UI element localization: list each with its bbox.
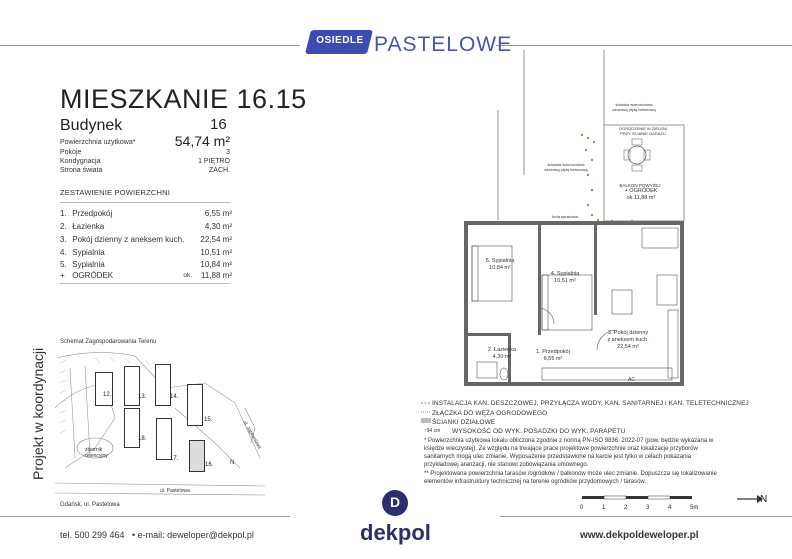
plan-fence-line1: OGRODZENIE W ZIELENI [618,126,667,131]
legend-item-installations: INSTALACJA KAN. DESZCZOWEJ, PRZYŁĄCZA WODY, KAN. SANITARNEJ i KAN. TELETECHNICZNEJ [432,400,749,407]
plan-slab-note-1 [604,102,664,112]
room-area: 10,84 m² [200,260,232,269]
building-value: 16 [210,116,227,133]
footer-rule-right [500,516,792,517]
scale-1: 1 [602,505,606,511]
room-area: 11,88 m² [201,271,232,280]
detail-row-rooms [60,149,230,156]
building-18-label: 18. [138,436,147,442]
site-compass: N [230,460,235,466]
detail-row-orientation [60,167,230,174]
scale-5: 5m [690,505,699,511]
plan-room-2-name: 2. Łazienka [487,347,517,353]
building-17 [156,418,172,460]
plan-balcony: BALKON POWYŻEJ [619,183,661,188]
room-name: Pokój dzienny z aneksem kuch. [72,235,185,244]
building-16-label: 16. [205,462,214,468]
plan-garden [613,188,669,202]
room-name: Przedpokój [72,209,113,218]
logo-brand: PASTELOWE [374,33,513,56]
building-15-label: 15. [204,417,213,423]
building-12 [95,372,113,406]
summary-rule [60,202,230,203]
plan-slab1-line2: ażurową płytą betonową [612,107,656,112]
plan-fence [612,126,674,136]
legend-height-icon: ↑94 cm [424,428,441,434]
compass-label: N [760,494,768,505]
plan-room-1-area: 6,55 m² [543,356,563,362]
legend-item-hose: ZŁĄCZKA DO WĘŻA OGRODOWEGO [432,410,548,417]
plan-room-3-name2: z aneksem kuch. [607,337,649,343]
detail-value: ZACH. [209,167,230,174]
room-row-5 [60,260,232,269]
footnote-area: * Powierzchnia użytkowa lokalu obliczona zgodnie z normą PN-ISO 9836: 2022-07 (pow. będzie wykazana w księdze wieczystej). Ze względu na trwające prace projektowe powierzchnie oraz lokalizacje przyborów sanitarnych mogą ulec zmianie. Wyposażenie przedstawione na karcie jest tylko w celach pokazania przykładowej aranżacji, nie stanowi zobowiązania umownego. [424,438,714,468]
plan-room-3-name: 3. Pokój dzienny [607,330,649,336]
room-name: Łazienka [72,222,105,231]
footnote-garden: ** Projektowana powierzchnia tarasów /ogródków / balkonów może ulec zmianie. Dopuszcza się lokalizowanie elementów infrastruktury technicznej na terenie ogródków przydomowych / tarasów. [424,471,717,485]
building-15 [187,384,203,426]
detail-value: 54,74 m² [174,133,230,149]
floor-plan [462,50,692,390]
room-name: Sypialnia [72,260,105,269]
plan-room-3 [600,330,656,351]
room-num: 5. [60,260,67,269]
plan-garden-name: + OGRÓDEK [624,188,658,194]
detail-value: 1 PIĘTRO [198,158,230,165]
room-name: Sypialnia [72,248,105,257]
plan-room-4 [540,271,590,285]
building-14-label: 14. [170,394,179,400]
room-name: OGRÓDEK [72,271,114,280]
footer-email[interactable]: • e-mail: deweloper@dekpol.pl [132,530,254,540]
room-num: + [60,271,65,280]
plan-room-5-name: 5. Sypialnia [485,258,515,264]
room-area: 6,55 m² [204,209,232,218]
scale-3: 3 [646,505,650,511]
plan-room-4-name: 4. Sypialnia [550,271,580,277]
plan-room-4-area: 10,51 m² [554,278,576,284]
plan-slab2-line1: ścianka wzmocniona [547,162,585,167]
detail-row-area [60,133,230,149]
building-13-label: 13. [138,394,147,400]
room-row-2 [60,222,232,231]
room-num: 3. [60,235,67,244]
plan-garden-area: ok.11,88 m² [626,195,656,201]
room-row-1 [60,209,232,218]
plan-room-1 [530,349,576,363]
room-row-3 [60,235,232,244]
apartment-title: MIESZKANIE 16.15 [60,84,307,114]
building-18 [124,408,140,448]
room-num: 1. [60,209,67,218]
plan-room-1-name: 1. Przedpokój [536,349,570,355]
street-label: ul. Pastelowa [160,488,190,494]
room-row-4 [60,248,232,257]
plan-room-5 [478,258,522,272]
header-rule-left [0,45,300,46]
header-rule-right [496,45,792,46]
dekpol-logo-icon: D [382,490,408,516]
building-12-label: 12. [103,392,112,398]
footer-phone: tel. 500 299 464 [60,530,125,540]
garden-table-icon [628,146,646,164]
footer-website[interactable]: www.dekpoldeweloper.pl [580,530,699,541]
room-area: 10,51 m² [200,248,232,257]
plan-room-2 [482,347,522,361]
detail-row-floor [60,158,230,165]
plan-slab2-line2: ażurową płytą betonową [544,167,588,172]
scale-0: 0 [580,505,584,511]
vertical-caption: Projekt w koordynacji [30,347,46,480]
dekpol-logo: dekpol [360,520,431,545]
plan-hatch: furta spustowa [551,214,578,219]
reservoir-label: zbiornik retencyjny [85,447,108,459]
svg-text:AC: AC [628,377,635,383]
plan-room-2-area: 4,30 m² [492,354,512,360]
room-area: 22,54 m² [200,235,232,244]
scale-2: 2 [624,505,628,511]
plan-fence-line2: PRZY ŚCIANIE GARAŻU [620,131,666,136]
detail-label: Kondygnacja [60,158,101,165]
street2-label: ul. Jabłoniowa [241,419,263,451]
footer-rule-left [0,516,290,517]
room-num: 4. [60,248,67,257]
summary-title: ZESTAWIENIE POWIERZCHNI [60,188,171,197]
building-14 [155,364,171,406]
scale-4: 4 [668,505,672,511]
plan-slab1-line1: ścianka wzmocniona [615,102,653,107]
logo-badge-text: OSIEDLE [316,35,364,46]
building-label: Budynek [60,117,123,134]
legend-item-walls: ŚCIANKI DZIAŁOWE [432,419,496,426]
detail-label: Powierzchnia użytkowa* [60,139,136,146]
room-prefix: ok. [183,272,192,279]
building-17-label: 17. [170,456,179,462]
site-plan-title: Schemat Zagospodarowania Terenu [60,339,157,345]
room-num: 2. [60,222,67,231]
detail-label: Pokoje [60,149,82,156]
summary-rule-bottom [60,283,230,284]
building-16 [189,440,205,472]
plan-room-3-area: 22,54 m² [617,344,639,350]
plan-room-5-area: 10,84 m² [489,265,511,271]
room-row-garden [60,271,232,280]
room-area: 4,30 m² [204,222,232,231]
building-13 [124,366,140,406]
plan-slab-note-2 [536,162,596,172]
city-label: Gdańsk, ul. Pastelowa [60,502,120,508]
legend-item-sill: WYSOKOŚĆ OD WYK. POSADZKI DO WYK. PARAPETU [452,428,626,435]
detail-label: Strona świata [60,167,103,174]
detail-value: 3 [226,149,230,156]
